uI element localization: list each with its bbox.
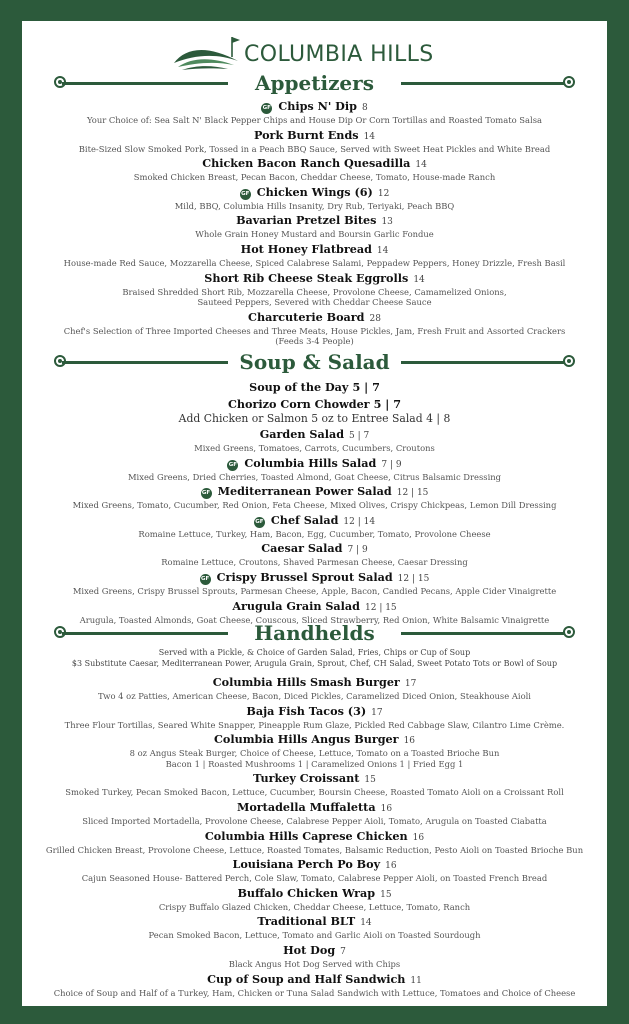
menu-item-price: 8 xyxy=(361,103,368,113)
menu-item xyxy=(22,570,607,597)
brand-logo xyxy=(172,33,472,71)
menu-item-name: Columbia Hills Angus Burger xyxy=(213,732,399,747)
menu-item-title-line xyxy=(22,456,607,472)
menu-item-description: Your Choice of: Sea Salt N' Black Pepper Chips and House Dip Or Corn Tortillas and Roasted Tomato Salsa xyxy=(87,115,542,125)
menu-item-name: Traditional BLT xyxy=(257,914,356,929)
appetizers-header xyxy=(22,69,607,97)
menu-item-price: 12 | 15 xyxy=(365,602,397,613)
menu-item xyxy=(22,310,607,347)
menu-item-name: Columbia Hills Caprese Chicken xyxy=(204,828,408,843)
menu-item-price: 16 xyxy=(380,803,393,814)
menu-item-name: Chef Salad xyxy=(270,512,339,527)
menu-item-title-line xyxy=(22,427,607,443)
menu-item xyxy=(22,271,607,308)
menu-item-price: 14 xyxy=(415,160,427,171)
menu-item-title-line xyxy=(22,599,607,615)
menu-item xyxy=(22,456,607,483)
soup-salad-list xyxy=(22,380,607,625)
menu-item-name: Cup of Soup and Half Sandwich xyxy=(207,971,406,986)
menu-item-description: Mixed Greens, Tomatoes, Carrots, Cucumbers, Croutons xyxy=(194,443,435,453)
section-title: Handhelds xyxy=(254,621,375,645)
menu-item-title-line xyxy=(22,484,607,500)
menu-item-name: Caesar Salad xyxy=(261,541,343,556)
menu-item-description: Sliced Imported Mortadella, Provolone Cheese, Calabrese Pepper Aioli, Tomato, Arugula on Toasted Ciabatta xyxy=(82,815,547,826)
ornament-icon xyxy=(563,76,575,88)
menu-item-name: Baja Fish Tacos (3) xyxy=(246,703,367,718)
handhelds-side-note: Served with a Pickle, & Choice of Garden Salad, Fries, Chips or Cup of Soup xyxy=(158,648,471,657)
menu-item xyxy=(22,972,607,999)
ornament-icon xyxy=(563,355,575,367)
menu-item-name: Buffalo Chicken Wrap xyxy=(237,885,376,900)
menu-item-name: Columbia Hills Salad xyxy=(244,455,377,470)
brand-name: COLUMBIA HILLS xyxy=(244,42,434,67)
menu-item xyxy=(22,213,607,240)
handhelds-list xyxy=(22,675,607,998)
menu-item-name: Chicken Bacon Ranch Quesadilla xyxy=(202,156,411,171)
menu-item-description: (Feeds 3-4 People) xyxy=(275,336,354,347)
menu-item-description: Romaine Lettuce, Turkey, Ham, Bacon, Egg, Cucumber, Tomato, Provolone Cheese xyxy=(138,528,491,539)
menu-item-name: Soup of the Day xyxy=(249,380,349,394)
menu-item-description: Mixed Greens, Tomato, Cucumber, Red Onion, Feta Cheese, Mixed Olives, Crispy Chickpeas, Lemon Dill Dressing xyxy=(72,500,557,511)
menu-item-name: Garden Salad xyxy=(259,427,345,441)
menu-item-title-line xyxy=(22,242,607,258)
menu-item xyxy=(22,829,607,856)
menu-item-name: Turkey Croissant xyxy=(253,771,360,786)
menu-item-name: Pork Burnt Ends xyxy=(253,127,359,142)
menu-item xyxy=(22,857,607,884)
menu-item-name: Chicken Wings (6) xyxy=(256,184,373,199)
menu-item-name: Mediterranean Power Salad xyxy=(217,484,392,499)
menu-item-price: 11 xyxy=(410,975,422,986)
golf-hill-flag-icon xyxy=(172,33,242,71)
divider xyxy=(401,361,567,364)
menu-item xyxy=(22,513,607,540)
menu-item xyxy=(22,242,607,269)
menu-item-description: Pecan Smoked Bacon, Lettuce, Tomato and Garlic Aioli on Toasted Sourdough xyxy=(148,930,481,941)
menu-item-description: Two 4 oz Patties, American Cheese, Bacon, Diced Pickles, Caramelized Diced Onion, Steakhouse Aioli xyxy=(98,691,531,701)
menu-item xyxy=(22,771,607,798)
menu-item-price: 14 xyxy=(413,274,425,285)
menu-item-title-line xyxy=(22,857,607,873)
section-title: Appetizers xyxy=(255,71,374,95)
divider xyxy=(401,82,567,85)
menu-item-price: 12 | 15 xyxy=(397,573,430,584)
menu-item-price: 28 xyxy=(369,313,381,324)
menu-item xyxy=(22,99,607,126)
menu-item-description: Choice of Soup and Half of a Turkey, Ham, Chicken or Tuna Salad Sandwich with Lettuce, Tomatoes and Choice of Cheese xyxy=(53,987,576,998)
menu-item-name: Bavarian Pretzel Bites xyxy=(236,213,377,228)
menu-item-title-line xyxy=(22,99,607,115)
menu-item xyxy=(22,397,607,425)
menu-item-price: 15 xyxy=(364,775,376,786)
menu-item-description: Grilled Chicken Breast, Provolone Cheese, Lettuce, Roasted Tomates, Balsamic Reduction, Pesto Aioli on Toasted Brioche Bun xyxy=(45,844,584,855)
menu-item-description: 8 oz Angus Steak Burger, Choice of Cheese, Lettuce, Tomato on a Toasted Brioche Bun xyxy=(129,748,500,759)
menu-item-name: Louisiana Perch Po Boy xyxy=(232,857,381,872)
gluten-free-icon: GF xyxy=(200,574,211,585)
menu-item-description: Mixed Greens, Crispy Brussel Sprouts, Parmesan Cheese, Apple, Bacon, Candied Pecans, Apple Cider Vinaigrette xyxy=(72,585,557,596)
menu-item-title-line xyxy=(22,570,607,586)
handhelds-side-note: $3 Substitute Caesar, Mediterranean Power, Arugula Grain, Sprout, Chef, CH Salad, Sweet Potato Tots or Bowl of Soup xyxy=(71,658,558,668)
menu-item-description: Bite-Sized Slow Smoked Pork, Tossed in a Peach BBQ Sauce, Served with Sweet Heat Pickles and White Bread xyxy=(78,143,551,154)
handhelds-header xyxy=(22,619,607,647)
menu-item-price: 16 xyxy=(412,832,425,843)
menu-item-title-line xyxy=(22,397,607,412)
menu-item-description: Mild, BBQ, Columbia Hills Insanity, Dry Rub, Teriyaki, Peach BBQ xyxy=(174,200,455,211)
menu-item-price: 16 xyxy=(403,736,416,747)
menu-item-title-line xyxy=(22,704,607,720)
menu-item-title-line xyxy=(22,675,607,691)
menu-item-price: 12 | 14 xyxy=(343,516,376,527)
menu-item-price: 12 | 15 xyxy=(396,488,429,499)
menu-item-price: 17 xyxy=(371,707,383,718)
soup-salad-header xyxy=(22,348,607,376)
gluten-free-icon: GF xyxy=(261,103,272,114)
gluten-free-icon: GF xyxy=(201,488,212,499)
menu-item-price: 14 xyxy=(360,918,372,929)
menu-item-addon: Add Chicken or Salmon 5 oz to Entree Salad 4 | 8 xyxy=(178,412,451,425)
menu-item-price: 15 xyxy=(380,889,392,900)
menu-item-title-line xyxy=(22,914,607,930)
menu-item-title-line xyxy=(22,310,607,326)
divider xyxy=(401,632,567,635)
appetizers-list xyxy=(22,99,607,347)
menu-item-description: Whole Grain Honey Mustard and Boursin Garlic Fondue xyxy=(195,229,434,240)
menu-item-description: Arugula, Toasted Almonds, Goat Cheese, Couscous, Sliced Strawberry, Red Onion, White Balsamic Vinaigrette xyxy=(79,614,550,625)
menu-item-title-line xyxy=(22,513,607,529)
ornament-icon xyxy=(563,626,575,638)
menu-item-name: Columbia Hills Smash Burger xyxy=(212,675,400,689)
menu-item-price: 12 xyxy=(377,188,390,199)
menu-item xyxy=(22,675,607,702)
menu-item-name: Chorizo Corn Chowder xyxy=(227,397,370,411)
menu-item-price: 16 xyxy=(385,861,397,872)
menu-item-price: 14 xyxy=(376,245,389,256)
menu-item-description: Cajun Seasoned House- Battered Perch, Cole Slaw, Tomato, Calabrese Pepper Aioli, on Toasted French Bread xyxy=(81,873,548,884)
menu-item-name: Mortadella Muffaletta xyxy=(236,799,376,814)
menu-item-price: 13 xyxy=(381,217,393,228)
menu-item-price: 17 xyxy=(404,679,417,689)
menu-item-description: Smoked Turkey, Pecan Smoked Bacon, Lettuce, Cucumber, Boursin Cheese, Roasted Tomato Aioli on a Croissant Roll xyxy=(65,787,564,798)
menu-item-name: Charcuterie Board xyxy=(248,309,365,324)
menu-item-name: Crispy Brussel Sprout Salad xyxy=(216,569,393,584)
menu-item xyxy=(22,800,607,827)
menu-item-price: 7 | 9 xyxy=(381,459,402,470)
menu-item-description: Three Flour Tortillas, Seared White Snapper, Pineapple Rum Glaze, Pickled Red Cabbage Slaw, Cilantro Lime Crème. xyxy=(64,719,565,730)
menu-item-description: Bacon 1 | Roasted Mushrooms 1 | Caramelized Onions 1 | Fried Egg 1 xyxy=(165,758,464,769)
menu-item xyxy=(22,914,607,941)
menu-page xyxy=(22,21,607,1006)
menu-item-title-line xyxy=(22,128,607,144)
menu-item-title-line xyxy=(22,943,607,959)
menu-item-price: 5 | 7 xyxy=(373,397,402,411)
menu-item xyxy=(22,943,607,970)
menu-item xyxy=(22,128,607,155)
menu-item xyxy=(22,427,607,454)
handhelds-notes xyxy=(22,648,607,669)
menu-item xyxy=(22,185,607,212)
menu-item-title-line xyxy=(22,732,607,748)
menu-item-title-line xyxy=(22,271,607,287)
menu-item xyxy=(22,732,607,769)
menu-item-title-line xyxy=(22,156,607,172)
menu-item-name: Short Rib Cheese Steak Eggrolls xyxy=(204,270,409,285)
menu-item xyxy=(22,484,607,511)
menu-item-title-line xyxy=(22,800,607,816)
menu-item-description: Mixed Greens, Dried Cherries, Toasted Almond, Goat Cheese, Citrus Balsamic Dressing xyxy=(127,471,502,482)
gluten-free-icon: GF xyxy=(227,460,238,471)
menu-item xyxy=(22,704,607,731)
menu-item-title-line xyxy=(22,185,607,201)
gluten-free-icon: GF xyxy=(240,189,251,200)
menu-item-name: Arugula Grain Salad xyxy=(232,598,360,613)
menu-item-description: Romaine Lettuce, Croutons, Shaved Parmesan Cheese, Caesar Dressing xyxy=(161,557,468,568)
menu-item-name: Hot Dog xyxy=(283,942,336,957)
gluten-free-icon: GF xyxy=(254,517,265,528)
menu-item-description: Black Angus Hot Dog Served with Chips xyxy=(228,958,401,969)
menu-item xyxy=(22,380,607,395)
menu-item-description: Sauteed Peppers, Severed with Cheddar Cheese Sauce xyxy=(197,297,432,308)
menu-item-name: Chips N' Dip xyxy=(278,99,357,113)
menu-item-description: Braised Shredded Short Rib, Mozzarella Cheese, Provolone Cheese, Camamelized Onions, xyxy=(122,286,507,297)
menu-item xyxy=(22,541,607,568)
menu-item-title-line xyxy=(22,972,607,988)
menu-item-price: 7 | 9 xyxy=(347,545,368,556)
menu-item-description: Chef's Selection of Three Imported Cheeses and Three Meats, House Pickles, Jam, Fresh Fruit and Assorted Crackers xyxy=(63,325,566,336)
menu-item-title-line xyxy=(22,213,607,229)
menu-item-title-line xyxy=(22,380,607,395)
menu-item xyxy=(22,156,607,183)
menu-item-price: 14 xyxy=(363,131,376,142)
section-title: Soup & Salad xyxy=(239,350,390,374)
menu-item-description: House-made Red Sauce, Mozzarella Cheese, Spiced Calabrese Salami, Peppadew Peppers, Honey Drizzle, Fresh Basil xyxy=(63,257,566,268)
menu-item-price: 5 | 7 xyxy=(352,380,380,394)
menu-item-title-line xyxy=(22,829,607,845)
menu-item-title-line xyxy=(22,771,607,787)
menu-item-price: 7 xyxy=(340,946,346,957)
menu-item-description: Crispy Buffalo Glazed Chicken, Cheddar Cheese, Lettuce, Tomato, Ranch xyxy=(158,901,471,912)
menu-item-title-line xyxy=(22,886,607,902)
menu-item-price: 5 | 7 xyxy=(349,431,370,441)
menu-item xyxy=(22,886,607,913)
menu-item-description: Smoked Chicken Breast, Pecan Bacon, Cheddar Cheese, Tomato, House-made Ranch xyxy=(133,172,496,183)
menu-item-title-line xyxy=(22,541,607,557)
menu-item-name: Hot Honey Flatbread xyxy=(240,241,372,256)
